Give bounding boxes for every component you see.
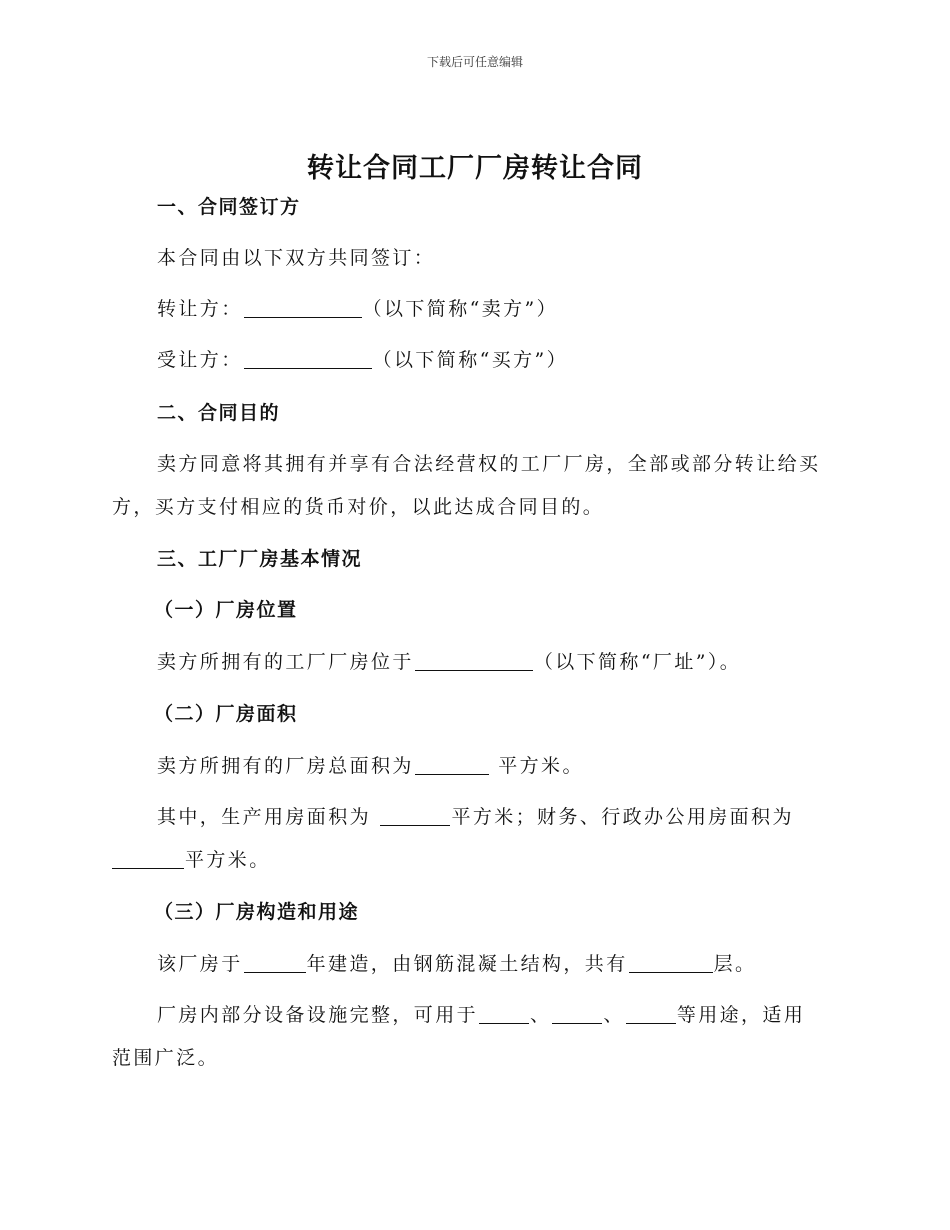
usage-separator-2: 、 <box>603 1004 625 1026</box>
production-area-blank[interactable] <box>380 805 450 826</box>
seller-note: （以下简称“卖方”） <box>362 298 559 320</box>
purpose-paragraph-line-1: 卖方同意将其拥有并享有合法经营权的工厂厂房，全部或部分转让给买 <box>157 453 821 475</box>
production-area-text: 其中，生产用房面积为 <box>157 806 380 828</box>
total-area-text-a: 卖方所拥有的厂房总面积为 <box>157 755 414 777</box>
location-text-b: （以下简称“厂址”）。 <box>533 651 742 673</box>
subsection-area-heading: （二）厂房面积 <box>154 703 298 725</box>
construction-line <box>157 950 877 978</box>
location-text-a: 卖方所拥有的工厂厂房位于 <box>157 651 414 673</box>
section-1-heading: 一、合同签订方 <box>157 196 301 218</box>
area-breakdown-line-2 <box>112 846 832 874</box>
office-area-text: 平方米；财务、行政办公用房面积为 <box>451 806 794 828</box>
total-area-text-b: 平方米。 <box>489 755 584 777</box>
usage-blank-3[interactable] <box>626 1003 676 1024</box>
usage-text-b: 等用途，适用 <box>676 1004 806 1026</box>
section-3-heading: 三、工厂厂房基本情况 <box>157 548 363 570</box>
buyer-line <box>157 346 877 374</box>
purpose-paragraph-line-2: 方，买方支付相应的货币对价，以此达成合同目的。 <box>112 496 605 518</box>
usage-line-2: 范围广泛。 <box>112 1047 220 1069</box>
seller-label: 转让方： <box>157 298 243 320</box>
office-area-unit: 平方米。 <box>185 849 271 871</box>
usage-separator-1: 、 <box>530 1004 552 1026</box>
construction-text-b: 年建造，由钢筋混凝土结构，共有 <box>306 953 628 975</box>
floor-count-blank[interactable] <box>629 952 713 973</box>
location-line <box>157 648 877 676</box>
subsection-structure-heading: （三）厂房构造和用途 <box>154 901 360 923</box>
buyer-note: （以下简称“买方”） <box>372 349 569 371</box>
usage-blank-2[interactable] <box>552 1003 602 1024</box>
seller-line <box>157 295 877 323</box>
office-area-blank[interactable] <box>112 848 184 869</box>
usage-text-a: 厂房内部分设备设施完整，可用于 <box>157 1004 479 1026</box>
seller-blank[interactable] <box>244 297 362 318</box>
location-blank[interactable] <box>415 650 533 671</box>
buyer-blank[interactable] <box>244 348 372 369</box>
parties-intro: 本合同由以下双方共同签订： <box>157 247 436 269</box>
section-2-heading: 二、合同目的 <box>157 402 281 424</box>
page-header-note: 下载后可任意编辑 <box>426 55 523 69</box>
document-title: 转让合同工厂厂房转让合同 <box>307 153 643 184</box>
construction-text-c: 层。 <box>713 953 757 975</box>
total-area-blank[interactable] <box>415 754 489 775</box>
construction-text-a: 该厂房于 <box>157 953 243 975</box>
subsection-location-heading: （一）厂房位置 <box>154 599 298 621</box>
usage-blank-1[interactable] <box>479 1003 529 1024</box>
build-year-blank[interactable] <box>244 952 306 973</box>
area-breakdown-line-1 <box>157 803 877 831</box>
usage-line-1 <box>157 1001 877 1029</box>
total-area-line <box>157 752 877 780</box>
buyer-label: 受让方： <box>157 349 243 371</box>
